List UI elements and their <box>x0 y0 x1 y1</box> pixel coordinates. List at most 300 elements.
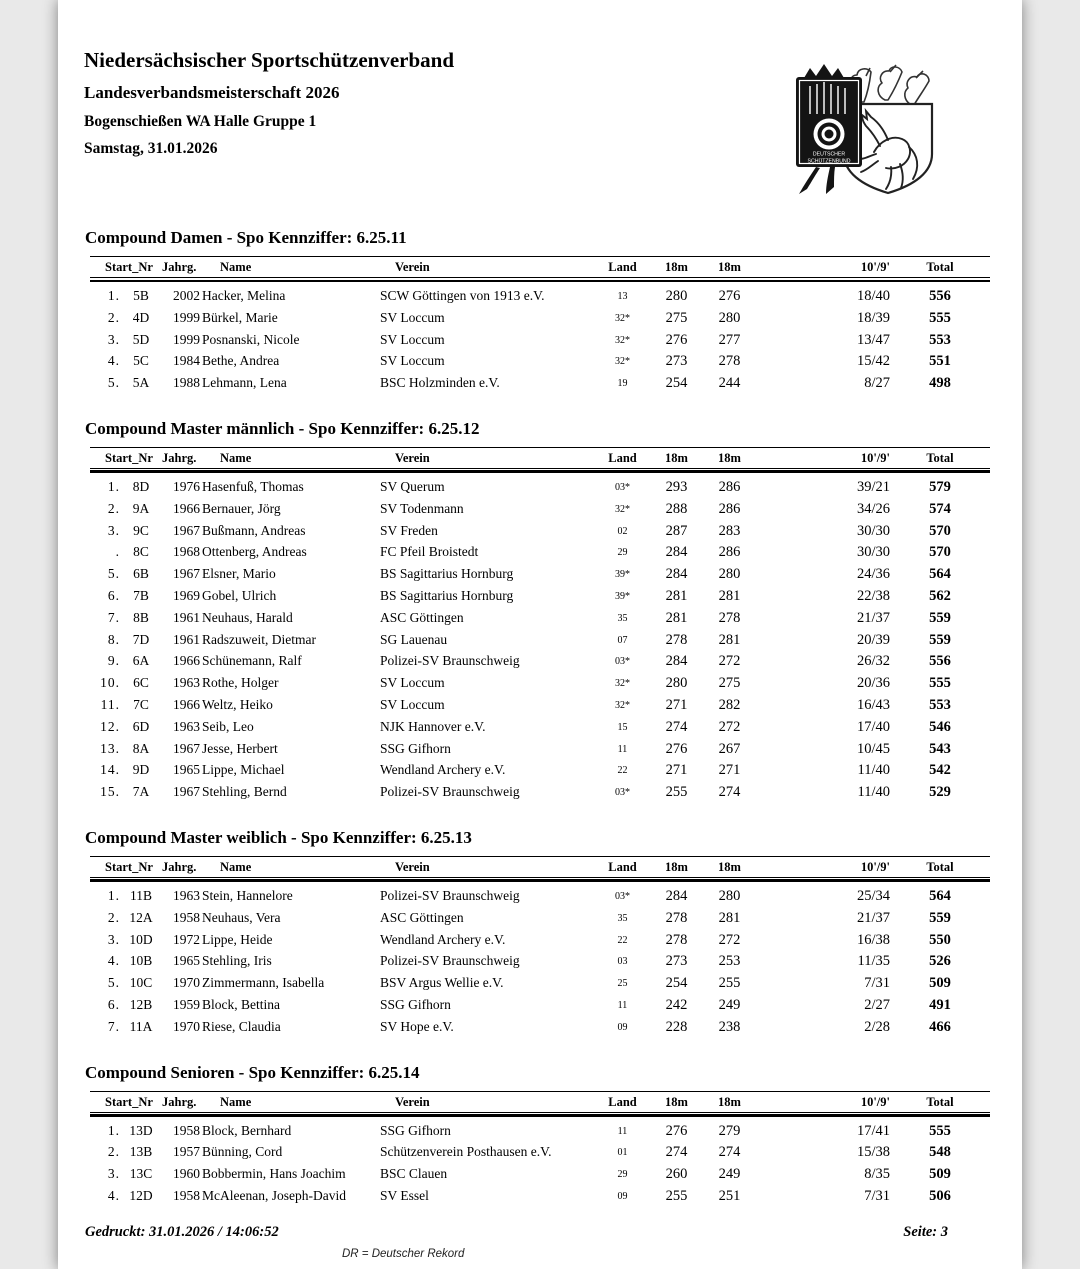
col-header-jahrgang: Jahrg. <box>162 450 197 465</box>
cell-10-9: 26/32 <box>856 653 890 670</box>
cell-total: 491 <box>929 996 951 1013</box>
section-title: Compound Damen - Spo Kennziffer: 6.25.11 <box>85 228 407 247</box>
result-section <box>58 395 1022 804</box>
table-header-row <box>90 256 990 278</box>
cell-10-9: 20/39 <box>856 631 890 648</box>
cell-jahrgang: 1999 <box>173 309 200 325</box>
cell-10-9: 16/43 <box>856 696 890 713</box>
table-row <box>90 930 990 952</box>
cell-rank: 6. <box>107 587 120 603</box>
cell-land: 32* <box>615 334 630 346</box>
cell-name: Bernauer, Jörg <box>202 500 281 516</box>
table-row <box>90 499 990 521</box>
cell-jahrgang: 1970 <box>173 975 200 991</box>
cell-10-9: 16/38 <box>856 931 890 948</box>
cell-name: Zimmermann, Isabella <box>202 975 325 991</box>
cell-name: Schünemann, Ralf <box>202 653 302 669</box>
cell-land: 39* <box>615 569 630 581</box>
cell-name: Stehling, Bernd <box>202 784 287 800</box>
table-row <box>90 886 990 908</box>
col-header-10-9: 10'/9' <box>860 859 890 874</box>
cell-jahrgang: 1963 <box>173 887 200 903</box>
table-header-row <box>90 856 990 878</box>
cell-10-9: 21/37 <box>856 909 890 926</box>
cell-land: 32* <box>615 678 630 690</box>
cell-18m-2: 267 <box>718 740 741 757</box>
cell-name: Lehmann, Lena <box>202 375 287 391</box>
cell-rank: 5. <box>107 975 120 991</box>
cell-jahrgang: 1957 <box>173 1144 200 1160</box>
cell-rank: 11. <box>100 696 120 712</box>
cell-verein: SSG Gifhorn <box>380 1122 451 1138</box>
cell-18m-1: 260 <box>665 1166 688 1183</box>
cell-18m-1: 280 <box>665 675 688 692</box>
cell-total: 550 <box>929 931 951 948</box>
cell-name: Lippe, Heide <box>202 931 273 947</box>
section-title: Compound Senioren - Spo Kennziffer: 6.25.14 <box>85 1062 420 1082</box>
cell-jahrgang: 1968 <box>173 544 200 560</box>
cell-name: Jesse, Herbert <box>202 740 278 756</box>
cell-18m-2: 251 <box>718 1187 741 1204</box>
table-row <box>90 1121 990 1143</box>
cell-name: Elsner, Mario <box>202 566 276 582</box>
cell-land: 35 <box>617 912 628 924</box>
col-header-18m-1: 18m <box>665 859 688 874</box>
table-row <box>90 951 990 973</box>
cell-rank: 7. <box>107 1018 120 1034</box>
organization-title: Niedersächsischer Sportschützenverband <box>84 48 455 72</box>
cell-10-9: 24/36 <box>856 566 890 583</box>
cell-18m-2: 271 <box>718 762 741 779</box>
cell-18m-1: 278 <box>665 931 688 948</box>
cell-total: 570 <box>929 544 951 561</box>
results-table <box>90 256 990 395</box>
cell-jahrgang: 2002 <box>173 288 200 303</box>
cell-land: 03* <box>615 787 630 799</box>
cell-18m-1: 287 <box>665 522 688 539</box>
col-header-18m-2: 18m <box>718 260 741 274</box>
cell-10-9: 18/40 <box>856 288 890 304</box>
cell-verein: SV Querum <box>380 478 445 494</box>
cell-18m-2: 278 <box>718 353 741 370</box>
col-header-jahrgang: Jahrg. <box>162 260 197 274</box>
cell-rank: 5. <box>107 566 120 582</box>
cell-18m-1: 278 <box>665 909 688 926</box>
cell-rank: 9. <box>107 653 120 669</box>
cell-total: 564 <box>929 566 951 583</box>
cell-name: Hasenfuß, Thomas <box>202 478 304 494</box>
col-header-18m-1: 18m <box>665 450 688 465</box>
cell-land: 03* <box>615 890 630 902</box>
cell-18m-1: 281 <box>665 587 688 604</box>
cell-start-nr: 8B <box>133 609 149 625</box>
cell-land: 22 <box>617 934 628 946</box>
table-row <box>90 608 990 630</box>
cell-start-nr: 6B <box>133 566 149 582</box>
cell-total: 509 <box>929 975 951 992</box>
cell-land: 39* <box>615 590 630 602</box>
cell-verein: SV Loccum <box>380 353 445 369</box>
cell-18m-2: 280 <box>718 309 741 326</box>
col-header-land: Land <box>608 260 637 274</box>
table-row <box>90 477 990 499</box>
col-header-land: Land <box>608 1094 637 1109</box>
cell-land: 29 <box>617 547 628 559</box>
table-row <box>90 1017 990 1039</box>
cell-total: 553 <box>929 696 951 713</box>
cell-name: Radszuweit, Dietmar <box>202 631 316 647</box>
cell-18m-2: 278 <box>718 609 741 626</box>
cell-land: 32* <box>615 503 630 515</box>
cell-18m-1: 284 <box>665 653 688 670</box>
cell-start-nr: 13C <box>129 1166 153 1182</box>
event-title: Landesverbandsmeisterschaft 2026 <box>84 83 340 102</box>
cell-18m-1: 281 <box>665 609 688 626</box>
col-header-name: Name <box>220 859 252 874</box>
table-row <box>90 308 990 330</box>
cell-name: Posnanski, Nicole <box>202 331 300 347</box>
cell-start-nr: 13D <box>129 1122 153 1138</box>
cell-verein: SCW Göttingen von 1913 e.V. <box>380 288 545 303</box>
cell-verein: BSC Clauen <box>380 1166 448 1182</box>
cell-18m-2: 238 <box>718 1018 741 1035</box>
cell-total: 509 <box>929 1166 951 1183</box>
results-table <box>90 856 990 1039</box>
cell-18m-2: 281 <box>718 909 741 926</box>
cell-10-9: 20/36 <box>856 675 890 692</box>
cell-18m-1: 293 <box>665 478 688 495</box>
event-date: Samstag, 31.01.2026 <box>84 140 218 157</box>
table-row <box>90 330 990 352</box>
cell-name: Bußmann, Andreas <box>202 522 306 538</box>
cell-verein: SSG Gifhorn <box>380 996 451 1012</box>
cell-jahrgang: 1966 <box>173 696 200 712</box>
cell-10-9: 25/34 <box>856 887 890 904</box>
cell-rank: 3. <box>107 931 120 947</box>
table-row <box>90 908 990 930</box>
cell-land: 11 <box>617 1125 628 1137</box>
cell-18m-2: 255 <box>718 975 741 992</box>
cell-total: 574 <box>929 500 951 517</box>
cell-verein: SSG Gifhorn <box>380 740 451 756</box>
cell-jahrgang: 1967 <box>173 566 200 582</box>
cell-total: 506 <box>929 1187 951 1204</box>
cell-18m-2: 283 <box>718 522 741 539</box>
col-header-verein: Verein <box>395 450 430 465</box>
cell-verein: SV Essel <box>380 1187 429 1203</box>
cell-jahrgang: 1961 <box>173 609 200 625</box>
cell-rank: 2. <box>107 1144 120 1160</box>
cell-18m-2: 276 <box>718 288 741 304</box>
cell-10-9: 34/26 <box>856 500 890 517</box>
col-header-startnr: Start_Nr <box>105 260 153 274</box>
cell-start-nr: 6C <box>133 675 149 691</box>
cell-10-9: 22/38 <box>856 587 890 604</box>
results-table <box>90 447 990 804</box>
section-title: Compound Master weiblich - Spo Kennziffer: 6.25.13 <box>85 827 472 847</box>
table-header-row <box>90 1091 990 1113</box>
association-logo <box>786 62 938 200</box>
table-row <box>90 995 990 1017</box>
cell-name: Stehling, Iris <box>202 953 272 969</box>
cell-verein: Schützenverein Posthausen e.V. <box>380 1144 552 1160</box>
col-header-verein: Verein <box>395 1094 430 1109</box>
cell-total: 555 <box>929 1122 951 1139</box>
table-row <box>90 717 990 739</box>
cell-total: 556 <box>929 288 951 304</box>
cell-18m-2: 280 <box>718 887 741 904</box>
cell-18m-1: 284 <box>665 566 688 583</box>
result-section <box>58 1039 1022 1208</box>
cell-name: Block, Bettina <box>202 996 280 1012</box>
cell-start-nr: 5D <box>132 331 150 347</box>
cell-verein: SV Freden <box>380 522 438 538</box>
col-header-10-9: 10'/9' <box>860 450 890 465</box>
cell-start-nr: 7D <box>132 631 150 647</box>
cell-jahrgang: 1972 <box>173 931 200 947</box>
cell-rank: 1. <box>107 887 120 903</box>
cell-verein: SV Hope e.V. <box>380 1018 454 1034</box>
cell-total: 551 <box>929 353 951 370</box>
cell-total: 526 <box>929 953 951 970</box>
section-title: Compound Master männlich - Spo Kennziffer: 6.25.12 <box>85 418 480 438</box>
cell-verein: BS Sagittarius Hornburg <box>380 566 514 582</box>
cell-jahrgang: 1965 <box>173 762 200 778</box>
cell-jahrgang: 1959 <box>173 996 200 1012</box>
table-row <box>90 373 990 395</box>
cell-land: 25 <box>617 978 628 990</box>
page-number: Seite: 3 <box>903 1224 948 1240</box>
cell-start-nr: 11A <box>129 1018 153 1034</box>
target-icon <box>814 119 845 150</box>
cell-rank: 3. <box>107 331 120 347</box>
cell-18m-1: 228 <box>665 1018 688 1035</box>
col-header-10-9: 10'/9' <box>860 260 890 274</box>
record-legend: DR = Deutscher Rekord <box>342 1248 465 1260</box>
cell-name: Weltz, Heiko <box>202 696 273 712</box>
col-header-land: Land <box>608 450 637 465</box>
printed-timestamp: Gedruckt: 31.01.2026 / 14:06:52 <box>85 1224 279 1240</box>
cell-name: Bünning, Cord <box>202 1144 283 1160</box>
col-header-18m-2: 18m <box>718 450 741 465</box>
cell-total: 548 <box>929 1144 951 1161</box>
cell-18m-1: 276 <box>665 331 688 348</box>
document-page <box>58 0 1022 1269</box>
cell-rank: 1. <box>107 478 120 494</box>
result-section <box>58 204 1022 395</box>
cell-10-9: 30/30 <box>856 522 890 539</box>
cell-land: 03* <box>615 481 630 493</box>
oak-leaves-icon <box>850 65 929 105</box>
cell-start-nr: 5A <box>132 375 150 391</box>
cell-10-9: 8/35 <box>864 1166 890 1183</box>
cell-land: 13 <box>617 291 628 302</box>
cell-18m-2: 274 <box>718 1144 741 1161</box>
cell-10-9: 15/38 <box>856 1144 890 1161</box>
cell-jahrgang: 1967 <box>173 522 200 538</box>
badge-text-line2: SCHÜTZENBUND <box>807 158 851 165</box>
cell-land: 09 <box>617 1021 628 1033</box>
col-header-18m-2: 18m <box>718 1094 741 1109</box>
cell-name: Neuhaus, Vera <box>202 909 281 925</box>
cell-rank: 2. <box>107 500 120 516</box>
cell-total: 546 <box>929 718 951 735</box>
table-rows <box>90 1117 990 1208</box>
cell-land: 03 <box>617 956 628 968</box>
cell-jahrgang: 1976 <box>173 478 200 494</box>
table-row <box>90 286 990 308</box>
cell-jahrgang: 1970 <box>173 1018 200 1034</box>
cell-start-nr: 13B <box>129 1144 153 1160</box>
cell-total: 570 <box>929 522 951 539</box>
cell-verein: SV Loccum <box>380 309 445 325</box>
cell-10-9: 39/21 <box>856 478 890 495</box>
cell-land: 01 <box>617 1147 628 1159</box>
cell-10-9: 17/40 <box>856 718 890 735</box>
cell-land: 11 <box>617 999 628 1011</box>
table-row <box>90 586 990 608</box>
cell-10-9: 21/37 <box>856 609 890 626</box>
cell-10-9: 18/39 <box>856 309 890 326</box>
cell-10-9: 30/30 <box>856 544 890 561</box>
cell-verein: FC Pfeil Broistedt <box>380 544 479 560</box>
cell-verein: Wendland Archery e.V. <box>380 762 506 778</box>
table-row <box>90 695 990 717</box>
cell-10-9: 2/28 <box>864 1018 890 1035</box>
cell-10-9: 11/40 <box>857 762 890 779</box>
cell-land: 03* <box>615 656 630 668</box>
cell-18m-1: 273 <box>665 953 688 970</box>
cell-name: Bobbermin, Hans Joachim <box>202 1166 346 1182</box>
cell-18m-2: 244 <box>718 375 741 392</box>
col-header-verein: Verein <box>395 260 430 274</box>
cell-rank: 12. <box>100 718 120 734</box>
col-header-verein: Verein <box>395 859 430 874</box>
cell-total: 562 <box>929 587 951 604</box>
cell-jahrgang: 1961 <box>173 631 200 647</box>
col-header-10-9: 10'/9' <box>860 1094 890 1109</box>
cell-total: 498 <box>929 375 951 392</box>
sections <box>58 204 1022 1208</box>
col-header-18m-2: 18m <box>718 859 741 874</box>
cell-jahrgang: 1958 <box>173 1187 200 1203</box>
cell-land: 11 <box>617 743 628 755</box>
cell-verein: BS Sagittarius Hornburg <box>380 587 514 603</box>
cell-18m-1: 284 <box>665 544 688 561</box>
cell-jahrgang: 1958 <box>173 909 200 925</box>
cell-total: 466 <box>929 1018 951 1035</box>
cell-land: 29 <box>617 1169 628 1181</box>
cell-rank: 13. <box>100 740 120 756</box>
cell-start-nr: 12B <box>129 996 153 1012</box>
cell-start-nr: 9A <box>132 500 150 516</box>
cell-start-nr: 7B <box>133 587 149 603</box>
cell-verein: ASC Göttingen <box>380 609 464 625</box>
cell-18m-1: 255 <box>665 1187 688 1204</box>
cell-land: 19 <box>617 378 628 390</box>
cell-start-nr: 11B <box>129 887 152 903</box>
cell-total: 556 <box>929 653 951 670</box>
table-row <box>90 651 990 673</box>
col-header-18m-1: 18m <box>665 260 688 274</box>
cell-rank: 8. <box>107 631 120 647</box>
cell-land: 32* <box>615 356 630 368</box>
cell-land: 22 <box>617 765 628 777</box>
cell-start-nr: 7C <box>133 696 149 712</box>
cell-10-9: 7/31 <box>864 975 890 992</box>
col-header-total: Total <box>926 450 954 465</box>
cell-rank: 14. <box>100 762 120 778</box>
table-rows <box>90 473 990 804</box>
cell-start-nr: 9D <box>132 762 150 778</box>
col-header-startnr: Start_Nr <box>105 859 153 874</box>
cell-start-nr: 6D <box>132 718 150 734</box>
col-header-jahrgang: Jahrg. <box>162 859 197 874</box>
cell-10-9: 15/42 <box>856 353 890 370</box>
cell-start-nr: 12A <box>129 909 153 925</box>
cell-rank: 15. <box>100 784 120 800</box>
cell-total: 559 <box>929 631 951 648</box>
cell-rank: 1. <box>107 288 120 303</box>
cell-verein: SV Loccum <box>380 675 445 691</box>
cell-18m-1: 280 <box>665 288 688 304</box>
cell-jahrgang: 1960 <box>173 1166 200 1182</box>
cell-start-nr: 8A <box>132 740 150 756</box>
cell-rank: 7. <box>107 609 120 625</box>
table-header-row <box>90 447 990 469</box>
cell-name: McAleenan, Joseph-David <box>202 1187 346 1203</box>
cell-name: Seib, Leo <box>202 718 254 734</box>
col-header-total: Total <box>926 1094 954 1109</box>
cell-18m-2: 281 <box>718 587 741 604</box>
cell-jahrgang: 1967 <box>173 740 200 756</box>
cell-jahrgang: 1969 <box>173 587 200 603</box>
cell-start-nr: 8C <box>133 544 149 560</box>
cell-name: Bürkel, Marie <box>202 309 278 325</box>
cell-rank: 3. <box>107 1166 120 1182</box>
cell-rank: 2. <box>107 309 120 325</box>
cell-land: 09 <box>617 1190 628 1202</box>
cell-18m-2: 280 <box>718 566 741 583</box>
cell-jahrgang: 1966 <box>173 500 200 516</box>
cell-18m-1: 255 <box>665 784 688 801</box>
cell-18m-1: 254 <box>665 975 688 992</box>
cell-18m-2: 286 <box>718 544 741 561</box>
cell-start-nr: 4D <box>132 309 150 325</box>
table-row <box>90 760 990 782</box>
cell-jahrgang: 1999 <box>173 331 200 347</box>
cell-rank: . <box>115 544 120 560</box>
cell-18m-1: 271 <box>665 762 688 779</box>
cell-name: Rothe, Holger <box>202 675 279 691</box>
cell-land: 07 <box>617 634 628 646</box>
cell-18m-2: 272 <box>718 718 741 735</box>
badge-text-line1: DEUTSCHER <box>812 151 846 158</box>
cell-name: Bethe, Andrea <box>202 353 280 369</box>
cell-start-nr: 8D <box>132 478 150 494</box>
col-header-startnr: Start_Nr <box>105 1094 153 1109</box>
cell-verein: Polizei-SV Braunschweig <box>380 784 520 800</box>
cell-10-9: 2/27 <box>864 996 890 1013</box>
table-row <box>90 973 990 995</box>
col-header-name: Name <box>220 450 252 465</box>
cell-10-9: 13/47 <box>856 331 890 348</box>
table-row <box>90 542 990 564</box>
col-header-18m-1: 18m <box>665 1094 688 1109</box>
cell-land: 35 <box>617 612 628 624</box>
cell-land: 32* <box>615 312 630 324</box>
cell-18m-2: 281 <box>718 631 741 648</box>
